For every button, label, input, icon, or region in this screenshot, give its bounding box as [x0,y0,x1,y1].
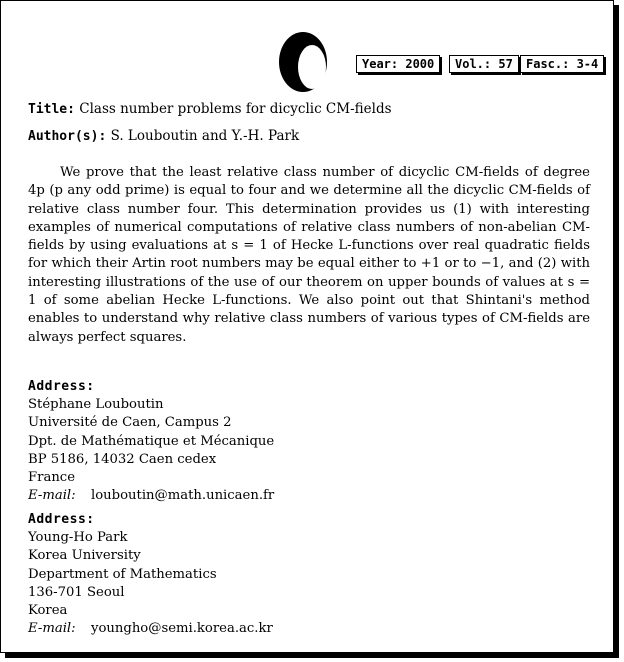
email-row [28,620,273,638]
email-row [28,487,274,505]
address-line: BP 5186, 14032 Caen cedex [28,451,217,467]
year-badge: Year: 2000 [356,55,440,73]
address-line: Université de Caen, Campus 2 [28,415,232,431]
paper-title [28,101,392,117]
email-address[interactable]: louboutin@math.unicaen.fr [91,488,275,504]
address-line: Young-Ho Park [28,530,128,546]
journal-logo-icon [277,31,329,93]
address-line: 136-701 Seoul [28,584,125,600]
address-heading: Address: [28,512,95,527]
email-address[interactable]: youngho@semi.korea.ac.kr [91,621,273,637]
address-line: France [28,470,75,486]
email-label: E-mail: [28,621,76,637]
address-line: Stéphane Louboutin [28,397,164,413]
address-line: Korea University [28,548,141,564]
authors-label: Author(s): [28,129,107,144]
title-label: Title: [28,102,75,117]
volume-badge: Vol.: 57 [449,55,519,73]
address-block-2 [28,511,273,638]
address-line: Korea [28,603,68,619]
authors-text: S. Louboutin and Y.-H. Park [110,128,300,144]
abstract-paragraph: We prove that the least relative class number of dicyclic CM-fields of degree 4p (p any odd prime) is equal to four and we determine all the dicyclic CM-fields of relative class number four. This determination provides us (1) with interesting examples of numerical computations of relative class numbers of non-abelian CM-fields by using evaluations at s = 1 of Hecke L-functions over real quadratic fields for which their Artin root numbers may be equal either to +1 or to −1, and (2) with interesting illustrations of the use of our theorem on upper bounds of values at s = 1 of some abelian Hecke L-functions. We also point out that Shintani's method enables to understand why relative class numbers of various types of CM-fields are always perfect squares. [28,165,590,345]
address-line: Dpt. de Mathématique et Mécanique [28,433,275,449]
address-heading: Address: [28,379,95,394]
fascicle-badge: Fasc.: 3-4 [520,55,604,73]
address-block-1 [28,378,274,505]
email-label: E-mail: [28,488,76,504]
paper-authors [28,128,299,144]
title-text: Class number problems for dicyclic CM-fields [79,101,392,117]
address-line: Department of Mathematics [28,566,217,582]
